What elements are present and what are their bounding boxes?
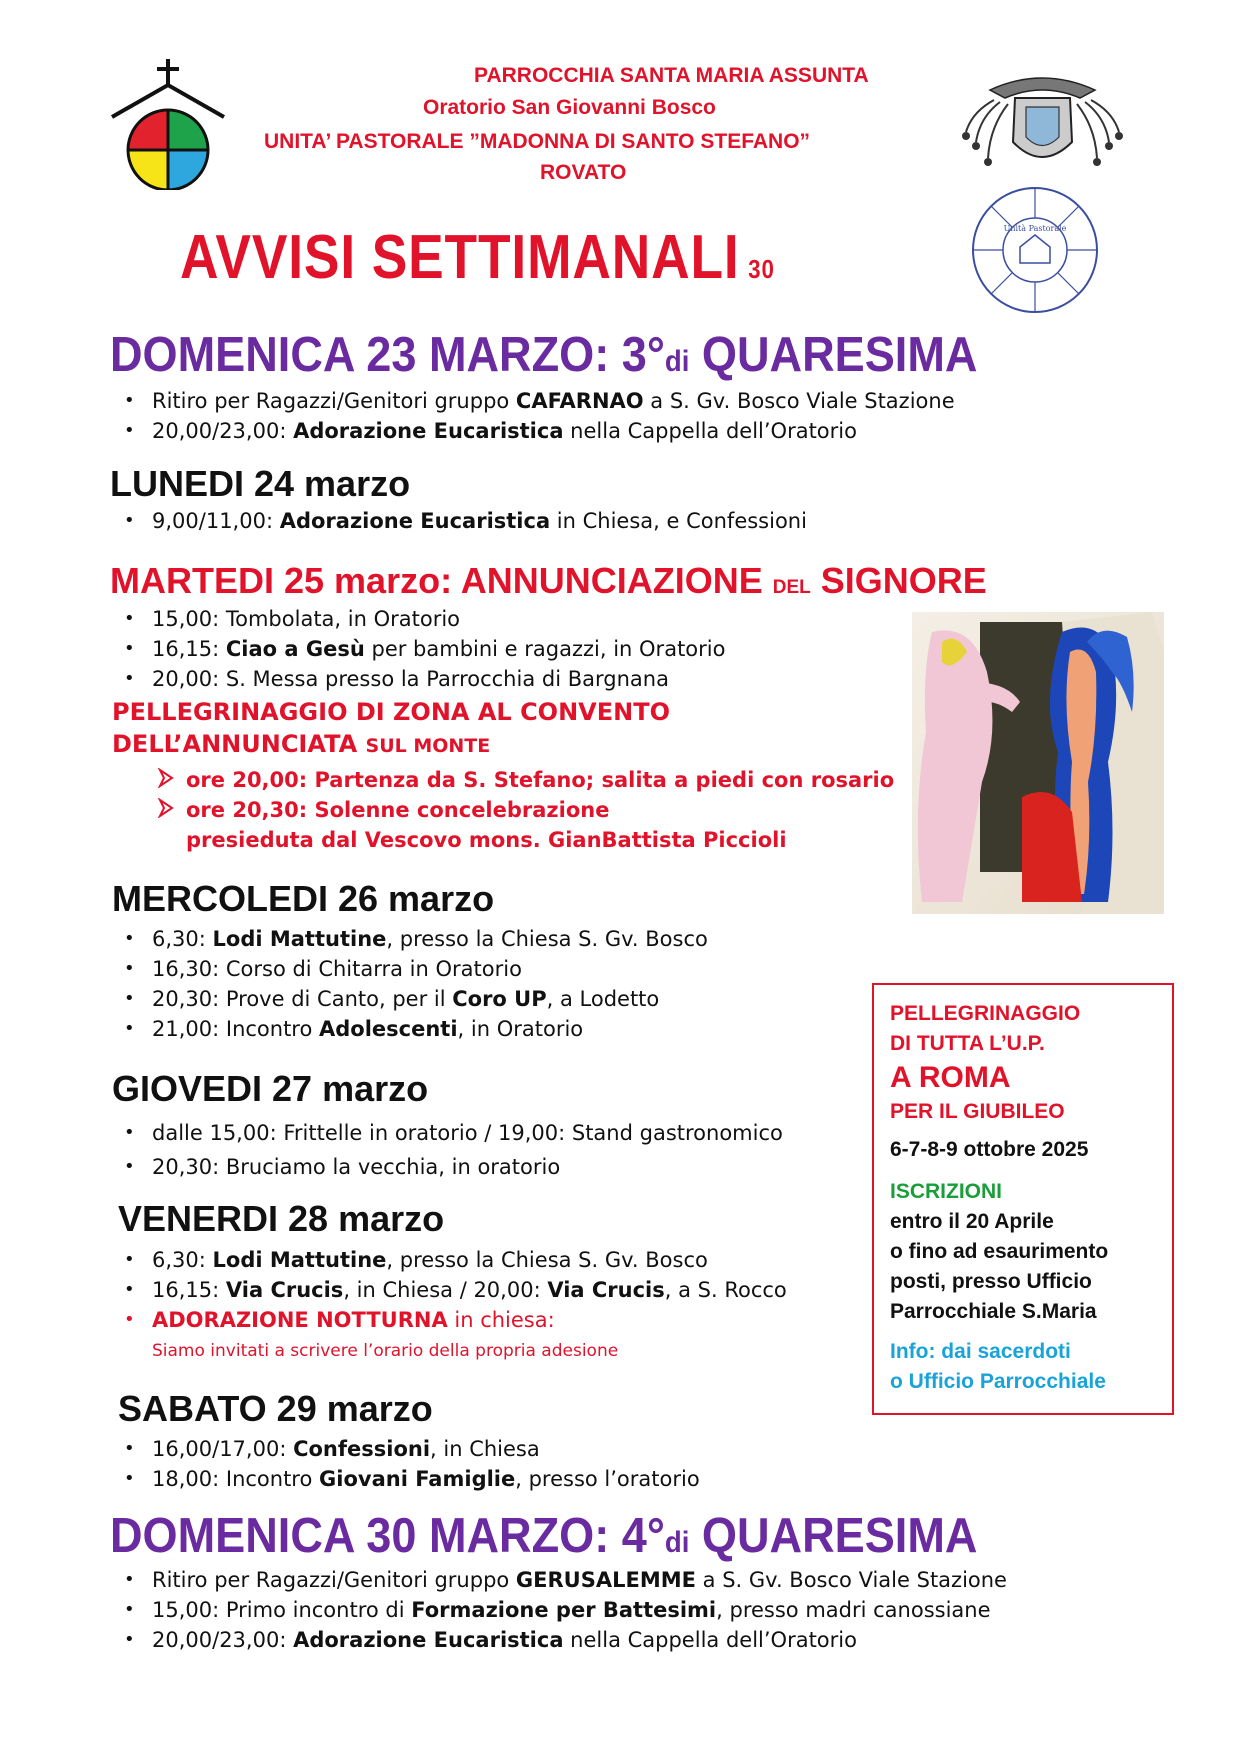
tuesday-date: MARTEDI 25 marzo: ANNUNCIAZIONE xyxy=(110,560,763,601)
list-item: • 20,00/23,00: Adorazione Eucaristica nella Cappella dell’Oratorio xyxy=(110,1625,1007,1655)
wednesday-list xyxy=(110,924,708,1044)
box-reg-2: o fino ad esaurimento xyxy=(890,1240,1109,1263)
list-item-continuation: presieduta dal Vescovo mons. GianBattista Piccioli xyxy=(186,828,787,852)
sunday-1-tail: QUARESIMA xyxy=(701,328,978,382)
header-parish: PARROCCHIA SANTA MARIA ASSUNTA xyxy=(474,64,869,87)
pilgrimage-schedule xyxy=(148,765,894,855)
box-reg-1: entro il 20 Aprile xyxy=(890,1210,1054,1233)
arrow-bullet-icon xyxy=(158,768,174,788)
sunday-2-di: di xyxy=(664,1526,690,1559)
tuesday-tail: SIGNORE xyxy=(820,560,987,601)
list-item: • 20,30: Bruciamo la vecchia, in oratorio xyxy=(110,1150,783,1184)
box-line-4: PER IL GIUBILEO xyxy=(890,1100,1065,1123)
sunday-2-list xyxy=(110,1565,1007,1655)
box-info-1: Info: dai sacerdoti xyxy=(890,1340,1071,1363)
box-reg-4: Parrocchiale S.Maria xyxy=(890,1300,1097,1323)
list-item: • 20,00/23,00: Adorazione Eucaristica nella Cappella dell’Oratorio xyxy=(110,416,955,446)
tuesday-del: DEL xyxy=(772,577,811,598)
parish-logo xyxy=(108,55,228,190)
sunday-1-heading xyxy=(110,327,977,383)
list-item: • 15,00: Primo incontro di Formazione per Battesimi, presso madri canossiane xyxy=(110,1595,1007,1625)
list-item: ore 20,00: Partenza da S. Stefano; salita a piedi con rosario xyxy=(148,765,894,795)
friday-note: Siamo invitati a scrivere l’orario della propria adesione xyxy=(152,1341,619,1361)
list-item: • 6,30: Lodi Mattutine, presso la Chiesa S. Gv. Bosco xyxy=(110,924,708,954)
friday-heading: VENERDI 28 marzo xyxy=(118,1198,445,1239)
sunday-1-di: di xyxy=(664,345,690,378)
title-text: AVVISI SETTIMANALI xyxy=(180,223,740,292)
box-dates: 6-7-8-9 ottobre 2025 xyxy=(890,1138,1089,1161)
list-item: • 6,30: Lodi Mattutine, presso la Chiesa S. Gv. Bosco xyxy=(110,1245,787,1275)
sunday-2-tail: QUARESIMA xyxy=(701,1509,978,1563)
list-item: • 16,00/17,00: Confessioni, in Chiesa xyxy=(110,1434,700,1464)
list-item: • 16,15: Via Crucis, in Chiesa / 20,00: Via Crucis, a S. Rocco xyxy=(110,1275,787,1305)
pilgrimage-line-1: PELLEGRINAGGIO DI ZONA AL CONVENTO xyxy=(112,698,670,726)
arrow-bullet-icon xyxy=(158,798,174,818)
tuesday-heading xyxy=(110,560,987,602)
box-line-3: A ROMA xyxy=(890,1061,1011,1094)
header-unit: UNITA’ PASTORALE ”MADONNA DI SANTO STEFANO” xyxy=(264,130,811,153)
monday-list xyxy=(110,506,807,536)
issue-number: 30 xyxy=(748,254,775,284)
list-item: • Ritiro per Ragazzi/Genitori gruppo GERUSALEMME a S. Gv. Bosco Viale Stazione xyxy=(110,1565,1007,1595)
list-item: • 16,30: Corso di Chitarra in Oratorio xyxy=(110,954,708,984)
header-oratory: Oratorio San Giovanni Bosco xyxy=(423,96,716,119)
sunday-2-date: DOMENICA 30 MARZO: 4° xyxy=(110,1509,665,1563)
seal-text: Unità Pastorale xyxy=(1003,224,1067,233)
list-item: • 20,00: S. Messa presso la Parrocchia di Bargnana xyxy=(110,664,725,694)
sunday-1-date: DOMENICA 23 MARZO: 3° xyxy=(110,328,665,382)
pastoral-unit-seal xyxy=(970,185,1100,315)
box-registration-title: ISCRIZIONI xyxy=(890,1180,1003,1203)
list-item: • 16,15: Ciao a Gesù per bambini e ragazzi, in Oratorio xyxy=(110,634,725,664)
zone-pilgrimage-title xyxy=(112,696,670,762)
list-item: • 20,30: Prove di Canto, per il Coro UP, a Lodetto xyxy=(110,984,708,1014)
list-item: • 18,00: Incontro Giovani Famiglie, presso l’oratorio xyxy=(110,1464,700,1494)
box-reg-3: posti, presso Ufficio xyxy=(890,1270,1092,1293)
page-title xyxy=(180,222,775,293)
annunciation-painting xyxy=(912,612,1164,914)
tuesday-list xyxy=(110,604,725,694)
pilgrimage-line-2: DELL’ANNUNCIATA SUL MONTE xyxy=(112,730,491,758)
list-item: • dalle 15,00: Frittelle in oratorio / 19,00: Stand gastronomico xyxy=(110,1116,783,1150)
box-info-2: o Ufficio Parrocchiale xyxy=(890,1370,1106,1393)
saturday-list xyxy=(110,1434,700,1494)
thursday-heading: GIOVEDI 27 marzo xyxy=(112,1068,429,1109)
bishop-coat-of-arms xyxy=(960,62,1125,187)
box-line-1: PELLEGRINAGGIO xyxy=(890,1002,1081,1025)
list-item: ore 20,30: Solenne concelebrazione xyxy=(148,795,894,825)
sunday-2-heading xyxy=(110,1508,977,1564)
list-item: • Ritiro per Ragazzi/Genitori gruppo CAFARNAO a S. Gv. Bosco Viale Stazione xyxy=(110,386,955,416)
list-item: • 9,00/11,00: Adorazione Eucaristica in Chiesa, e Confessioni xyxy=(110,506,807,536)
list-item: • 21,00: Incontro Adolescenti, in Oratorio xyxy=(110,1014,708,1044)
thursday-list xyxy=(110,1116,783,1184)
monday-heading: LUNEDI 24 marzo xyxy=(110,463,411,504)
saturday-heading: SABATO 29 marzo xyxy=(118,1388,433,1429)
sunday-1-list xyxy=(110,386,955,446)
header-town: ROVATO xyxy=(540,161,627,184)
rome-pilgrimage-box xyxy=(872,983,1174,1415)
box-line-2: DI TUTTA L’U.P. xyxy=(890,1032,1045,1055)
wednesday-heading: MERCOLEDI 26 marzo xyxy=(112,878,495,919)
list-item: • ADORAZIONE NOTTURNA in chiesa: xyxy=(110,1305,787,1335)
friday-list xyxy=(110,1245,787,1335)
list-item: • 15,00: Tombolata, in Oratorio xyxy=(110,604,725,634)
